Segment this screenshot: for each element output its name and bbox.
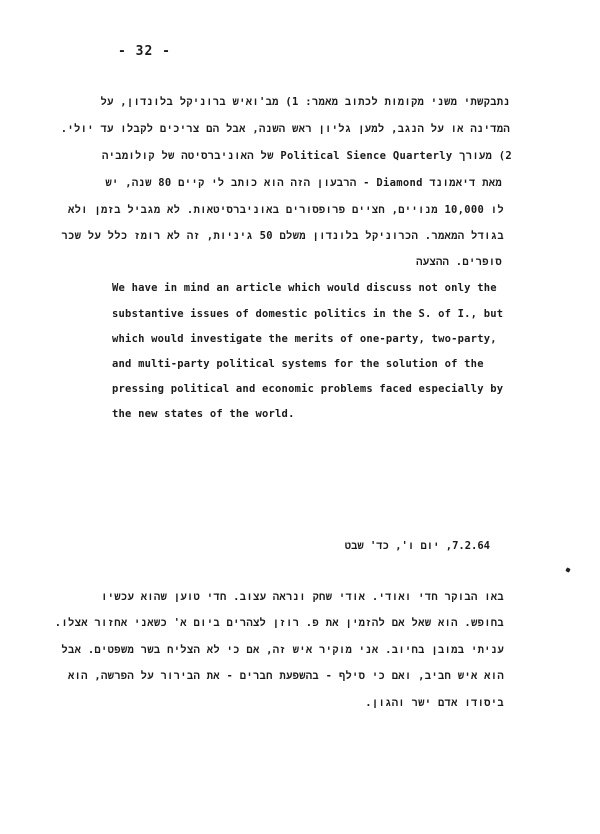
date-heading: 7.2.64, יום ו', כד' שבט (344, 540, 490, 552)
hebrew-line: 2) מעורך Political Sience Quarterly של האוניברסיטה של קולומביה (102, 150, 512, 162)
english-quote-line: substantive issues of domestic politics in the S. of I., but (112, 308, 504, 320)
hebrew-line: עניתי במובן בחיוב. אני מוקיר איש זה, אם כי לא הצליח בשר משפטים. אבל (61, 644, 504, 656)
ink-speck (565, 567, 570, 572)
hebrew-line: בחופש. הוא שאל אם להזמין את פ. רוזן לצהרים ביום א' כשאני אחזור אצלו. (54, 617, 504, 629)
hebrew-line: סופרים. ההצעה (416, 256, 502, 268)
hebrew-line: מאת דיאמונד Diamond - הרבעון הזה הוא כותב לי קיים 80 שנה, יש (105, 177, 502, 189)
hebrew-line: לו 10,000 מנויים, חציים פרופסורים באוניברסיטאות. לא מגביל בזמן ולא (67, 204, 504, 216)
english-quote-line: the new states of the world. (112, 408, 295, 420)
hebrew-line: נתבקשתי משני מקומות לכתוב מאמר: 1) מב'ואיש ברוניקל בלונדון, על (100, 96, 510, 108)
hebrew-line: באו הבוקר חדי ואודי. אודי שחק ונראה עצוב. חדי טוען שהוא עכשיו (101, 591, 504, 603)
hebrew-line: המדינה או על הנגב, למען גליון ראש השנה, אבל הם צריכים לקבלו עד יולי. (60, 123, 510, 135)
hebrew-line: הוא איש חביב, ואם כי סילף - בהשפעת חברים - את הבירור על הפרשה, הוא (67, 670, 504, 682)
hebrew-line: בגודל המאמר. הכרוניקל בלונדון משלם 50 גיניות, זה לא רומז כלל על שכר (61, 230, 504, 242)
english-quote-line: We have in mind an article which would discuss not only the (112, 282, 497, 294)
page-number: - 32 - (118, 44, 171, 59)
hebrew-line: ביסודו אדם ישר והגון. (365, 697, 504, 709)
english-quote-line: and multi-party political systems for the solution of the (112, 358, 484, 370)
english-quote-line: pressing political and economic problems faced especially by (112, 383, 504, 395)
english-quote-line: which would investigate the merits of one-party, two-party, (112, 333, 497, 345)
